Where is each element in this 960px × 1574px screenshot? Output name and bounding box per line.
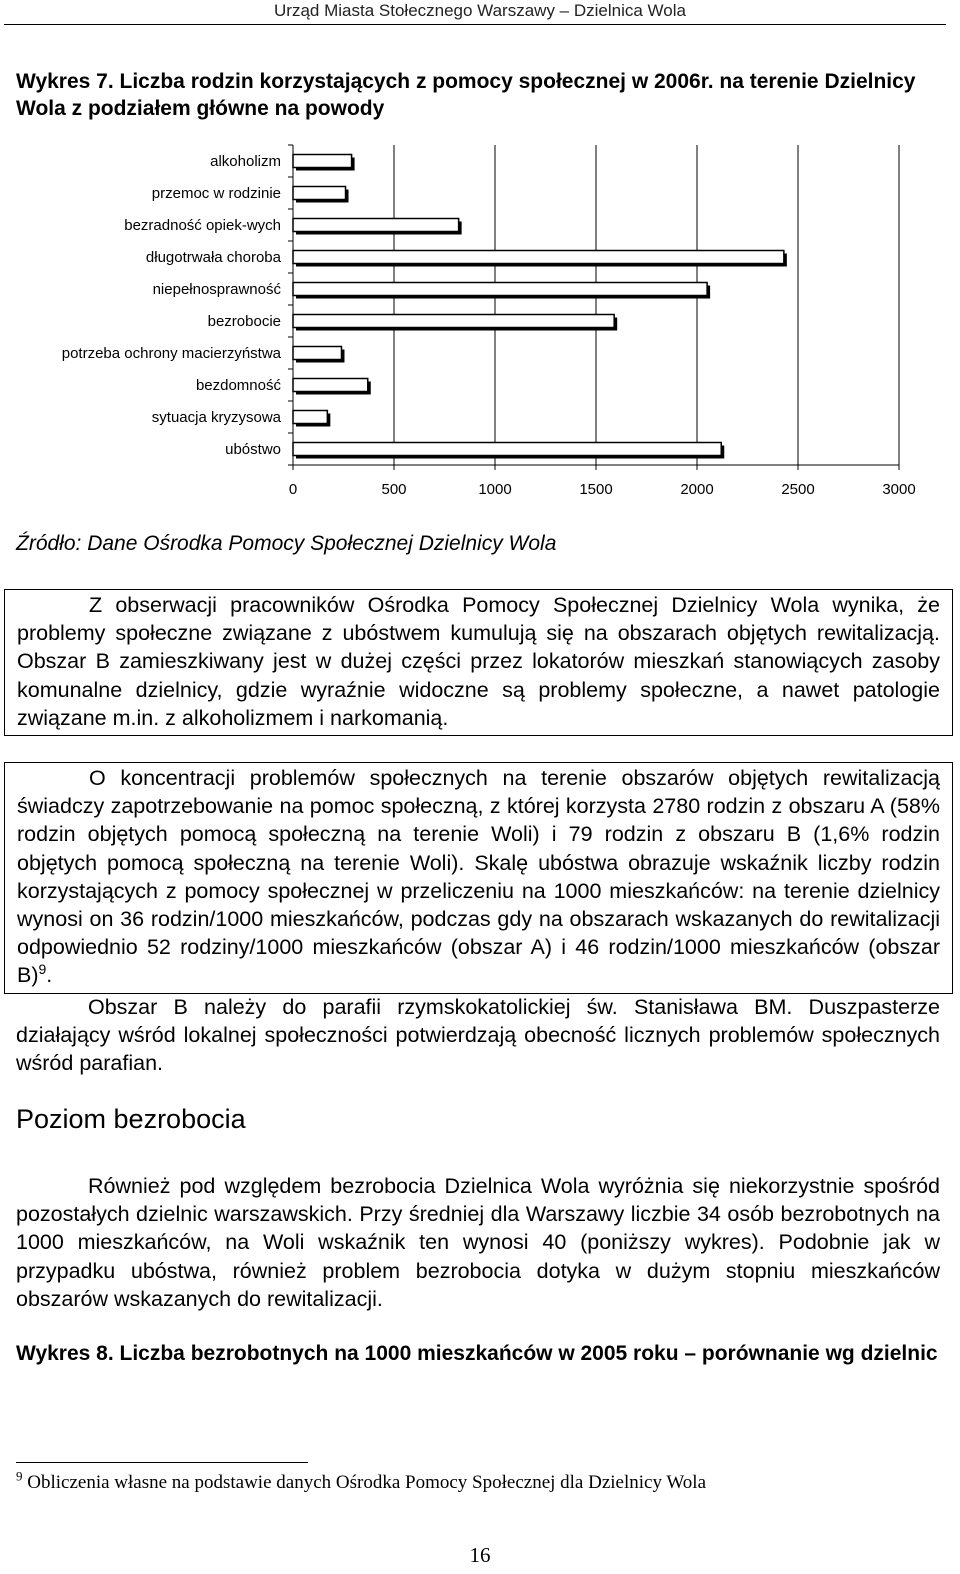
category-label: ubóstwo	[225, 441, 281, 458]
category-label: sytuacja kryzysowa	[151, 409, 281, 426]
bar	[293, 251, 784, 264]
chart-gridlines	[288, 145, 899, 470]
x-tick-label: 1000	[478, 481, 512, 498]
chart8-caption: Wykres 8. Liczba bezrobotnych na 1000 mieszkańców w 2005 roku – porównanie wg dzielnic	[16, 1342, 938, 1365]
page-header: Urząd Miasta Stołecznego Warszawy – Dzielnica Wola	[274, 1, 686, 20]
chart7-bar-chart	[0, 140, 960, 510]
bar	[293, 443, 721, 456]
category-label: bezdomność	[195, 377, 281, 394]
category-label: potrzeba ochrony macierzyństwa	[61, 345, 281, 362]
chart7-source: Źródło: Dane Ośrodka Pomocy Społecznej Dzielnicy Wola	[16, 532, 557, 555]
section-heading-unemployment: Poziom bezrobocia	[16, 1104, 246, 1134]
paragraph-concentration-end: .	[46, 963, 53, 988]
bar	[293, 219, 459, 232]
bar	[293, 187, 346, 200]
chart7-caption: Wykres 7. Liczba rodzin korzystających z pomocy społecznej w 2006r. na terenie Dzielnicy Wola z podziałem główne na powody	[16, 70, 916, 120]
footnote-number: 9	[16, 1468, 23, 1484]
paragraph-unemployment: Również pod względem bezrobocia Dzielnica Wola wyróżnia się niekorzystnie spośród pozostałych dzielnic warszawskich. Przy średniej dla Warszawy liczbie 34 osób bezrobotnych na 1000 mieszkańców, na Woli wskaźnik ten wynosi 40 (poniższy wykres). Podobnie jak w przypadku ubóstwa, również problem bezrobocia dotyka w dużym stopniu mieszkańców obszarów wskazanych do rewitalizacji.	[16, 1174, 940, 1311]
x-tick-label: 0	[288, 481, 298, 498]
category-label: długotrwała choroba	[145, 249, 281, 266]
paragraph-observations: Z obserwacji pracowników Ośrodka Pomocy Społecznej Dzielnicy Wola wynika, że problemy społeczne związane z ubóstwem kumulują się na obszarach objętych rewitalizacją. Obszar B zamieszkiwany jest w dużej części przez lokatorów mieszkań stanowiących zasoby komunalne dzielnicy, gdzie wyraźnie widoczne są problemy społeczne, a nawet patologie związane m.in. z alkoholizmem i narkomanią.	[4, 589, 953, 736]
x-tick-label: 2500	[781, 481, 815, 498]
bar	[293, 155, 352, 168]
footnote-ref[interactable]: 9	[38, 961, 47, 978]
x-tick-label: 3000	[882, 481, 916, 498]
x-tick-label: 1500	[579, 481, 613, 498]
category-label: bezrobocie	[207, 313, 281, 330]
footnote	[16, 1468, 706, 1494]
bar	[293, 411, 327, 424]
paragraph-parish: Obszar B należy do parafii rzymskokatolickiej św. Stanisława BM. Duszpasterze działający wśród lokalnej społeczności potwierdzają obecność licznych problemów społecznych wśród parafian.	[16, 995, 940, 1076]
chart-category-labels	[62, 153, 282, 458]
bar	[293, 283, 707, 296]
x-tick-label: 2000	[680, 481, 714, 498]
paragraph-concentration	[4, 762, 953, 994]
category-label: bezradność opiek-wych	[124, 217, 281, 234]
footnote-separator	[16, 1462, 308, 1463]
category-label: przemoc w rodzinie	[151, 185, 281, 202]
x-tick-label: 500	[381, 481, 407, 498]
category-label: niepełnosprawność	[152, 281, 281, 298]
category-label: alkoholizm	[210, 153, 281, 170]
paragraph-concentration-text: O koncentracji problemów społecznych na terenie obszarów objętych rewitalizacją świadczy zapotrzebowanie na pomoc społeczną, z której korzysta 2780 rodzin z obszaru A (58% rodzin objętych pomocą społeczną na terenie Woli) i 79 rodzin z obszaru B (1,6% rodzin objętych pomocą społeczną na terenie Woli). Skalę ubóstwa obrazuje wskaźnik liczby rodzin korzystających z pomocy społecznej w przeliczeniu na 1000 mieszkańców: na terenie dzielnicy wynosi on 36 rodzin/1000 mieszkańców, podczas gdy na obszarach wskazanych do rewitalizacji odpowiednio 52 rodziny/1000 mieszkańców (obszar A) i 46 rodzin/1000 mieszkańców (obszar B)	[17, 766, 940, 988]
bar	[293, 315, 614, 328]
bar	[293, 379, 368, 392]
header-rule	[4, 24, 946, 25]
page-number: 16	[469, 1543, 491, 1567]
footnote-text: Obliczenia własne na podstawie danych Ośrodka Pomocy Społecznej dla Dzielnicy Wola	[27, 1472, 706, 1493]
chart-bars	[293, 155, 787, 459]
bar	[293, 347, 341, 360]
chart-tick-labels	[289, 481, 916, 498]
